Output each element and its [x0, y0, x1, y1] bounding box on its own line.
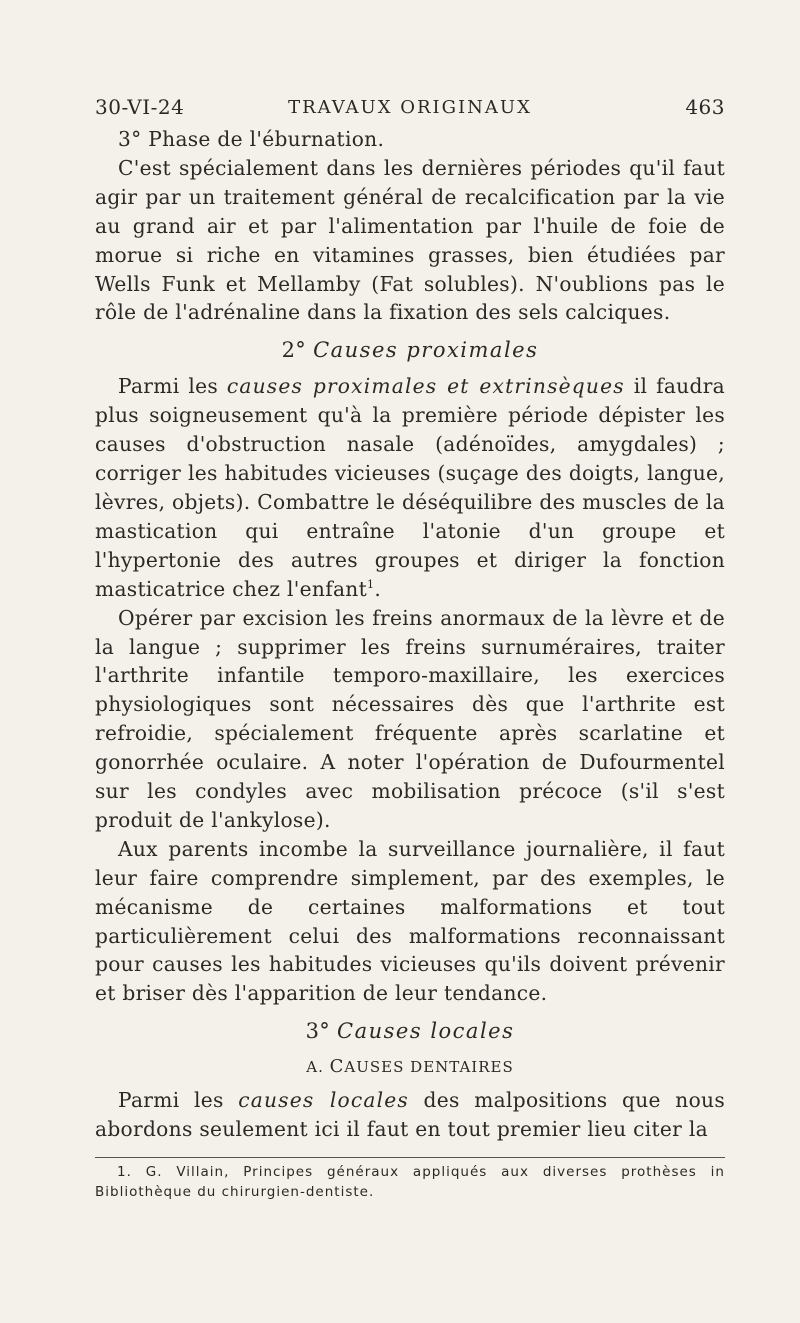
subsection-initial: C: [329, 1056, 345, 1078]
section-heading-causes-proximales: [95, 336, 725, 364]
footnote: 1. G. Villain, Principes généraux appliqués aux diverses prothèses in Bibliothèque du chirurgien-dentiste.: [95, 1164, 725, 1200]
section-number: 3°: [305, 1019, 331, 1044]
text-run: .: [374, 576, 382, 601]
text-run: Parmi les: [118, 374, 227, 399]
paragraph-causes-proximales: [95, 372, 725, 603]
subsection-title: AUSES DENTAIRES: [344, 1058, 514, 1077]
footnote-reference[interactable]: 1: [367, 577, 375, 591]
header-date: 30-VI-24: [95, 95, 185, 119]
article-body: [95, 125, 725, 1144]
subsection-letter: A.: [306, 1058, 324, 1077]
running-head: [95, 95, 725, 125]
page: [95, 95, 725, 1202]
text-run: des malpositions que nous abordons seulement ici il faut en tout premier lieu citer la: [95, 1088, 726, 1142]
italic-phrase: causes locales: [238, 1088, 409, 1113]
section-heading-causes-locales: [95, 1017, 725, 1045]
text-run: il faudra plus soigneusement qu'à la première période dépister les causes d'obstruction nasale (adénoïdes, amygdales) ; corriger les habitudes vicieuses (suçage des doigts, langue, lèvres, objets). Combattre le déséquilibre des muscles de la mastication qui entraîne l'atonie d'un groupe et l'hypertonie des autres groupes et diriger la fonction masticatrice chez l'enfant: [95, 374, 725, 601]
header-journal-title: TRAVAUX ORIGINAUX: [288, 97, 532, 118]
paragraph-parents: Aux parents incombe la surveillance journalière, il faut leur faire comprendre simplement, par des exemples, le mécanisme de certaines malformations et tout particulièrement celui des malformations reconnaissant pour causes les habitudes vicieuses qu'ils doivent prévenir et briser dès l'apparition de leur tendance.: [95, 836, 725, 1006]
italic-phrase: causes proximales et extrinsèques: [226, 374, 625, 399]
paragraph-operer: Opérer par excision les freins anormaux de la lèvre et de la langue ; supprimer les freins surnuméraires, traiter l'arthrite infantile temporo-maxillaire, les exercices physiologiques sont nécessaires dès que l'arthrite est refroidie, spécialement fréquente après scarlatine et gonorrhée oculaire. A noter l'opération de Dufourmentel sur les condyles avec mobilisation précoce (s'il s'est produit de l'ankylose).: [95, 605, 725, 832]
paragraph-causes-locales: [95, 1086, 725, 1144]
subsection-heading-causes-dentaires: [95, 1053, 725, 1082]
page-number: 463: [685, 95, 725, 119]
section-title: Causes locales: [337, 1019, 515, 1044]
section-title: Causes proximales: [313, 338, 539, 363]
section-number: 2°: [281, 338, 307, 363]
text-run: Parmi les: [118, 1088, 239, 1113]
paragraph-phase-eburnation: 3° Phase de l'éburnation.: [118, 127, 385, 151]
paragraph-recalcification: C'est spécialement dans les dernières périodes qu'il faut agir par un traitement général de recalcification par la vie au grand air et par l'alimentation par l'huile de foie de morue si riche en vitamines grasses, bien étudiées par Wells Funk et Mellamby (Fat solubles). N'oublions pas le rôle de l'adrénaline dans la fixation des sels calciques.: [95, 155, 725, 325]
footnote-divider: [95, 1157, 725, 1158]
